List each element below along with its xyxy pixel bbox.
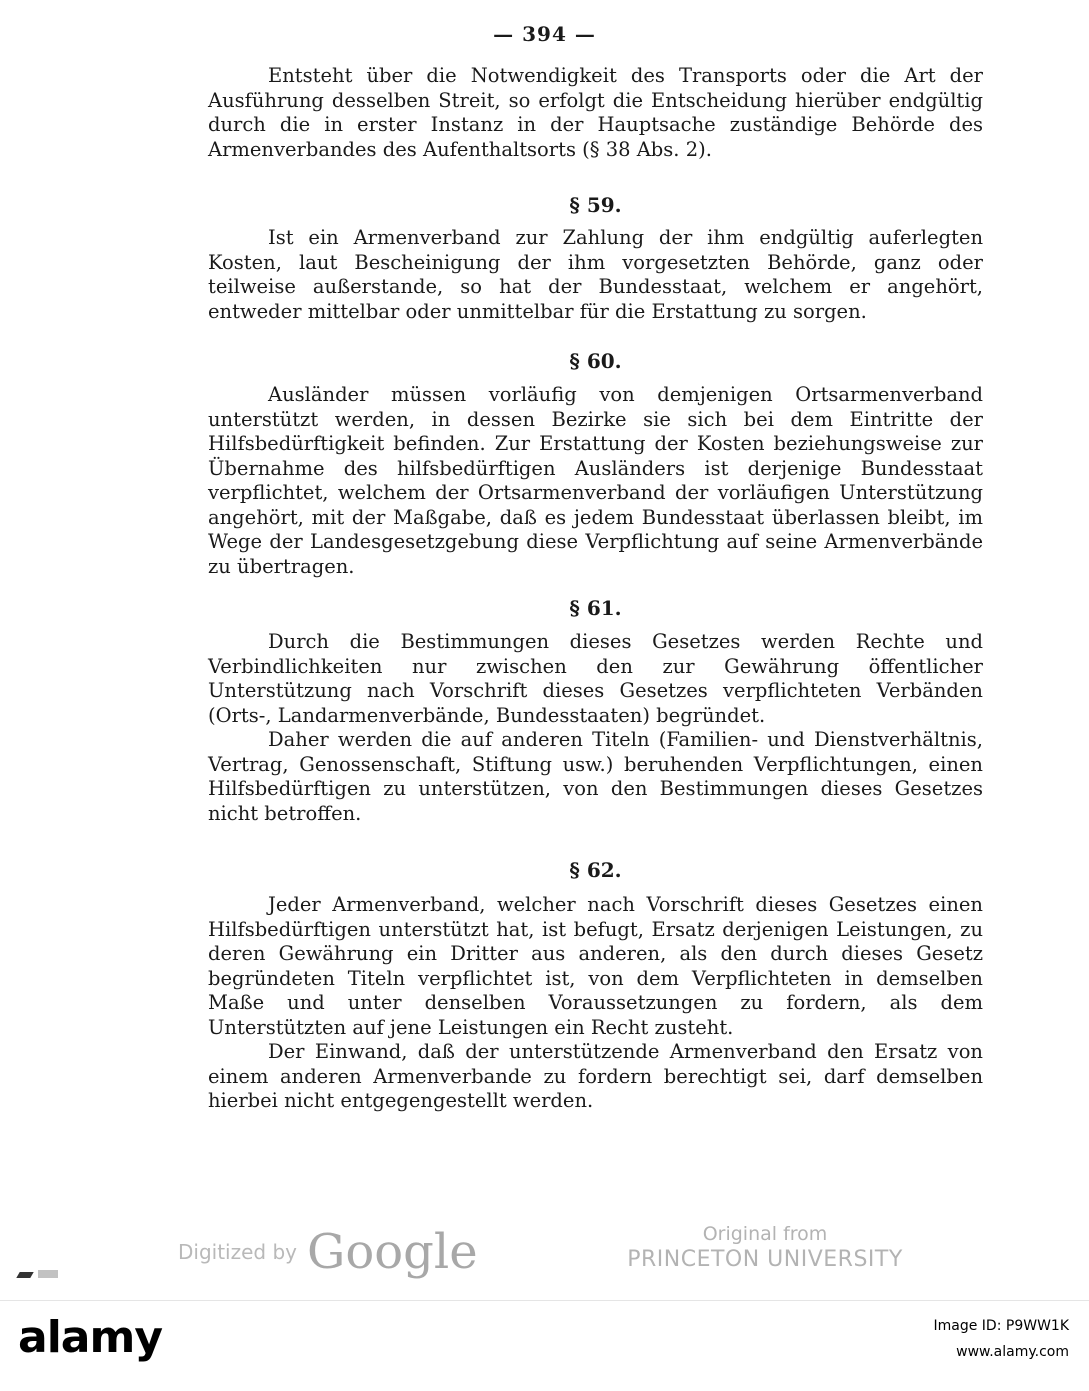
- section-heading-61: § 61.: [569, 596, 622, 620]
- section-60-paragraph-1: Ausländer müssen vorläufig von demjenigen Ortsarmenverband unterstützt werden, in dessen Bezirke sie sich bei dem Eintritte der Hilfsbedürftigkeit befinden. Zur Erstattung der Kosten beziehungsweise zur Übernahme des hilfsbedürftigen Ausländers ist derjenige Bundesstaat verpflichtet, welchem der Ortsarmenverband der vorläufigen Unterstützung angehört, mit der Maßgabe, daß es jedem Bundesstaat überlassen bleibt, im Wege der Landesgesetzgebung diese Verpflichtung auf seine Armenverbände zu übertragen.: [208, 383, 983, 578]
- alamy-url: www.alamy.com: [956, 1344, 1069, 1360]
- google-logo: Google: [307, 1224, 478, 1280]
- origin-institution: PRINCETON UNIVERSITY: [627, 1247, 903, 1272]
- section-60-body: [208, 383, 983, 579]
- section-61-paragraph-2: Daher werden die auf anderen Titeln (Familien- und Dienstverhältnis, Vertrag, Genossenschaft, Stiftung usw.) beruhenden Verpflichtungen, einen Hilfsbedürftigen zu unterstützen, von den Bestimmungen dieses Gesetzes nicht betroffen.: [208, 728, 983, 825]
- origin-label: Original from: [702, 1223, 828, 1245]
- original-from-watermark: [620, 1222, 910, 1274]
- digitized-by-watermark: [178, 1222, 478, 1282]
- section-62-paragraph-1: Jeder Armenverband, welcher nach Vorschrift dieses Gesetzes einen Hilfsbedürftigen unterstützt hat, ist befugt, Ersatz derjenigen Leistungen, zu deren Gewährung ein Dritter aus anderen, als den durch dieses Gesetz begründeten Titeln verpflichtet ist, von dem Verpflichteten in demselben Maße und unter denselben Voraussetzungen zu fordern, als dem Unterstützten auf jene Leistungen ein Recht zusteht.: [208, 893, 983, 1039]
- alamy-logo: alamy: [18, 1312, 162, 1363]
- digitized-label: Digitized by: [178, 1240, 297, 1264]
- section-62-body: [208, 893, 983, 1114]
- section-61-body: [208, 630, 983, 826]
- section-59-paragraph-1: Ist ein Armenverband zur Zahlung der ihm endgültig auferlegten Kosten, laut Bescheinigung der ihm vorgesetzten Behörde, ganz oder teilweise außerstande, so hat der Bundesstaat, welchem er angehört, entweder mittelbar oder unmittelbar für die Erstattung zu sorgen.: [208, 226, 983, 323]
- intro-paragraph-block: [208, 64, 983, 162]
- section-heading-59: § 59.: [569, 193, 622, 217]
- image-id-label: Image ID: P9WW1K: [933, 1318, 1069, 1334]
- section-heading-60: § 60.: [569, 349, 622, 373]
- intro-paragraph: Entsteht über die Notwendigkeit des Transports oder die Art der Ausführung desselben Streit, so erfolgt die Entscheidung hierüber endgültig durch die in erster Instanz in der Hauptsache zuständige Behörde des Armenverbandes des Aufenthaltsorts (§ 38 Abs. 2).: [208, 64, 983, 161]
- scan-artifact-mark-2: [38, 1270, 58, 1278]
- stock-footer-bar: [0, 1300, 1089, 1391]
- section-61-paragraph-1: Durch die Bestimmungen dieses Gesetzes werden Rechte und Verbindlichkeiten nur zwischen den zur Gewährung öffentlicher Unterstützung nach Vorschrift dieses Gesetzes verpflichteten Verbänden (Orts-, Landarmenverbände, Bundesstaaten) begründet.: [208, 630, 983, 727]
- scan-artifact-mark: [16, 1272, 33, 1278]
- section-59-body: [208, 226, 983, 324]
- section-heading-62: § 62.: [569, 858, 622, 882]
- section-62-paragraph-2: Der Einwand, daß der unterstützende Armenverband den Ersatz von einem anderen Armenverbande zu fordern berechtigt sei, darf demselben hierbei nicht entgegengestellt werden.: [208, 1040, 983, 1112]
- page-number: — 394 —: [493, 22, 596, 46]
